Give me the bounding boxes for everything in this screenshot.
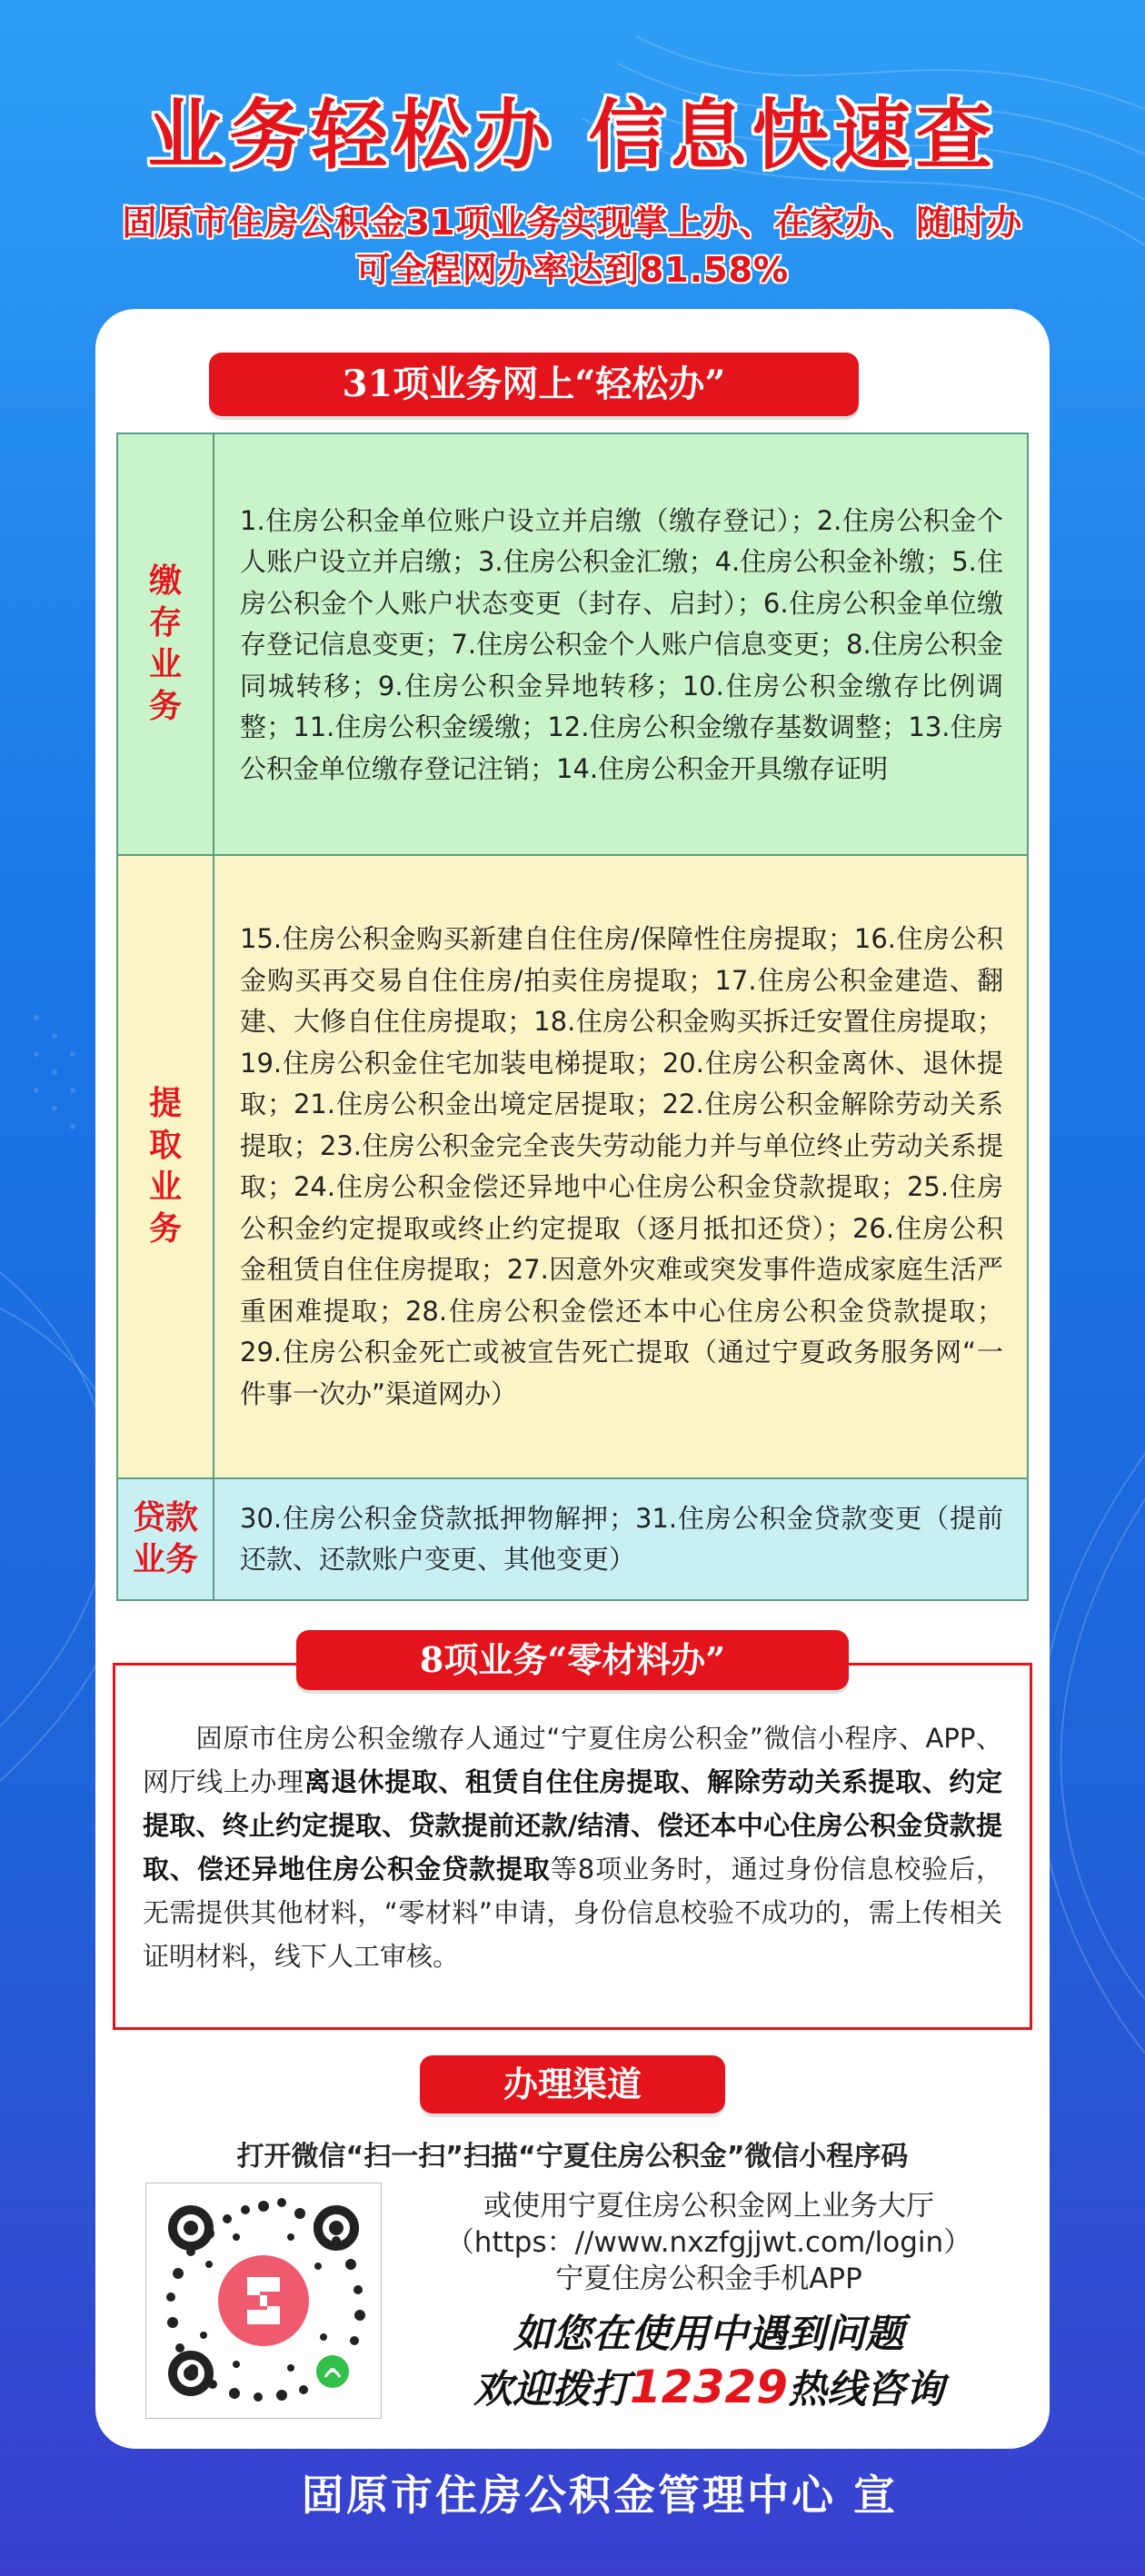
- category-label-withdraw: 提 取 业 务: [117, 855, 214, 1478]
- business-table: [116, 433, 1029, 1601]
- scan-instruction: 打开微信“扫一扫”扫描“宁夏住房公积金”微信小程序码: [236, 2141, 909, 2173]
- alt-channel-web-hall: 或使用宁夏住房公积金网上业务大厅: [483, 2190, 934, 2223]
- category-items-withdraw: 15.住房公积金购买新建自住住房/保障性住房提取；16.住房公积金购买再交易自住住房/拍卖住房提取；17.住房公积金建造、翻建、大修自住住房提取；18.住房公积金购买拆迁安置住房提取；19.住房公积金住宅加装电梯提取；20.住房公积金离休、退休提取；21.住房公积金出境定居提取；22.住房公积金解除劳动关系提取；23.住房公积金完全丧失劳动能力并与单位终止劳动关系提取；24.住房公积金偿还异地中心住房公积金贷款提取；25.住房公积金约定提取或终止约定提取（逐月抵扣还贷）；26.住房公积金租赁自住住房提取；27.因意外灾难或突发事件造成家庭生活严重困难提取；28.住房公积金偿还本中心住房公积金贷款提取；29.住房公积金死亡或被宣告死亡提取（通过宁夏政务服务网“一件事一次办”渠道网办）: [214, 855, 1028, 1478]
- section-title-zero-material: 8项业务“零材料办”: [296, 1630, 849, 1690]
- table-row-deposit: [117, 433, 1028, 855]
- zero-material-box: [113, 1663, 1032, 2030]
- zero-material-intro: 固原市住房公积金缴存人通过“宁夏住房公积金”微信小程序、APP、网厅线上办理: [143, 1723, 1002, 1797]
- category-items-loan: 30.住房公积金贷款抵押物解押；31.住房公积金贷款变更（提前还款、还款账户变更、其他变更）: [214, 1478, 1028, 1600]
- category-label-deposit: 缴 存 业 务: [117, 433, 214, 855]
- hotline-block: [400, 2308, 1018, 2416]
- category-items-deposit: 1.住房公积金单位账户设立并启缴（缴存登记）；2.住房公积金个人账户设立并启缴；3.住房公积金汇缴；4.住房公积金补缴；5.住房公积金个人账户状态变更（封存、启封）；6.住房公积金单位缴存登记信息变更；7.住房公积金个人账户信息变更；8.住房公积金同城转移；9.住房公积金异地转移；10.住房公积金缴存比例调整；11.住房公积金缓缴；12.住房公积金缴存基数调整；13.住房公积金单位缴存登记注销；14.住房公积金开具缴存证明: [214, 433, 1028, 855]
- hotline-line-1: 如您在使用中遇到问题: [513, 2312, 904, 2357]
- zero-material-bold-list: 离退休提取、租赁自住住房提取、解除劳动关系提取、约定提取、终止约定提取、贷款提前还款/结清、偿还本中心住房公积金贷款提取、偿还异地住房公积金贷款提取: [143, 1766, 1002, 1885]
- subtitle-line-2: 可全程网办率达到81.58%: [355, 250, 790, 290]
- hotline-line-2: 欢迎拨打12329热线咨询: [473, 2361, 944, 2413]
- zero-material-rest: 等8项业务时，通过身份信息校验后，无需提供其他材料，“零材料”申请，身份信息校验不成功的，需上传相关证明材料，线下人工审核。: [143, 1854, 1002, 1972]
- section-title-online: 31项业务网上“轻松办”: [209, 353, 859, 416]
- section-title-channels: 办理渠道: [420, 2055, 725, 2114]
- headline: 业务轻松办 信息快速查: [147, 91, 998, 180]
- hotline-number[interactable]: 12329: [630, 2361, 788, 2413]
- alt-channel-app: 宁夏住房公积金手机APP: [555, 2263, 862, 2295]
- qr-code-icon[interactable]: [145, 2183, 382, 2419]
- category-label-loan: 贷款 业务: [117, 1478, 214, 1600]
- table-row-loan: [117, 1478, 1028, 1600]
- footer-publisher: 固原市住房公积金管理中心 宣: [301, 2471, 898, 2520]
- subtitle-line-1: 固原市住房公积金31项业务实现掌上办、在家办、随时办: [122, 203, 1023, 243]
- alt-channel-url[interactable]: （https：//www.nxzfgjjwt.com/login）: [445, 2226, 972, 2259]
- alternative-channels: [400, 2188, 1018, 2297]
- table-row-withdraw: [117, 855, 1028, 1478]
